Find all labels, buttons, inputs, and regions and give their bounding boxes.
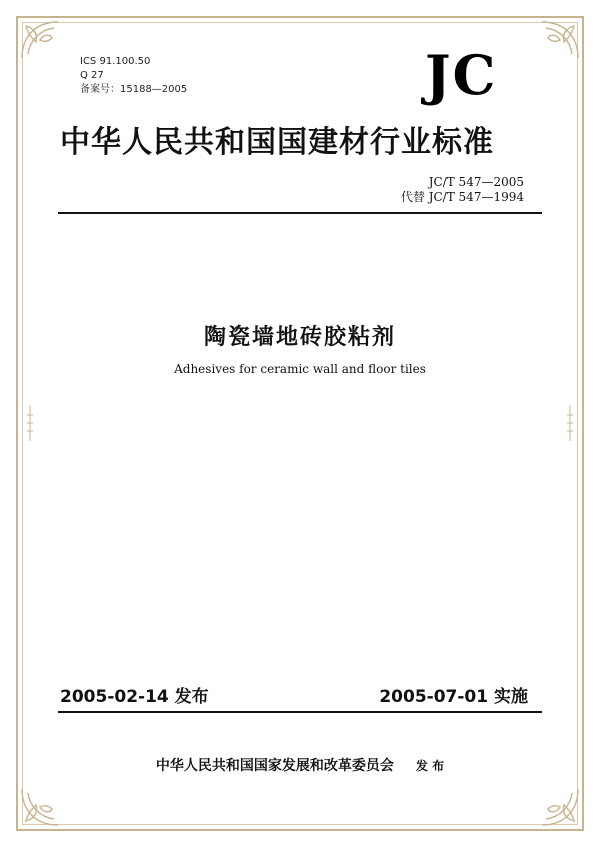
- ics-code: ICS 91.100.50: [80, 56, 151, 67]
- issue-date: 2005-02-14 发布: [60, 687, 209, 707]
- replaced-standard: 代替 JC/T 547—1994: [400, 190, 524, 204]
- document-title-english: Adhesives for ceramic wall and floor tiles: [174, 362, 426, 376]
- standard-title: 中华人民共和国国建材行业标准: [60, 125, 494, 160]
- corner-ornament-top-right: [536, 18, 582, 64]
- standard-codes: [401, 175, 524, 205]
- corner-ornament-bottom-right: [536, 783, 582, 829]
- corner-ornament-top-left: [18, 18, 64, 64]
- issuer-name: 中华人民共和国国家发展和改革委员会: [155, 758, 394, 774]
- implementation-date: 2005-07-01 实施: [379, 687, 528, 707]
- document-title-chinese: 陶瓷墙地砖胶粘剂: [203, 325, 396, 350]
- header-divider: [58, 212, 542, 214]
- standard-number: JC/T 547—2005: [428, 175, 524, 189]
- issuer-line: [0, 755, 600, 775]
- corner-ornament-bottom-left: [18, 783, 64, 829]
- jc-logo: JC: [425, 43, 498, 107]
- classification-block: [80, 55, 187, 97]
- side-ornament-right: [567, 405, 573, 441]
- record-number: 备案号：15188—2005: [80, 84, 188, 95]
- footer-divider: [58, 711, 542, 713]
- class-code: Q 27: [80, 70, 104, 81]
- issuer-action: 发 布: [415, 759, 445, 773]
- side-ornament-left: [27, 405, 33, 441]
